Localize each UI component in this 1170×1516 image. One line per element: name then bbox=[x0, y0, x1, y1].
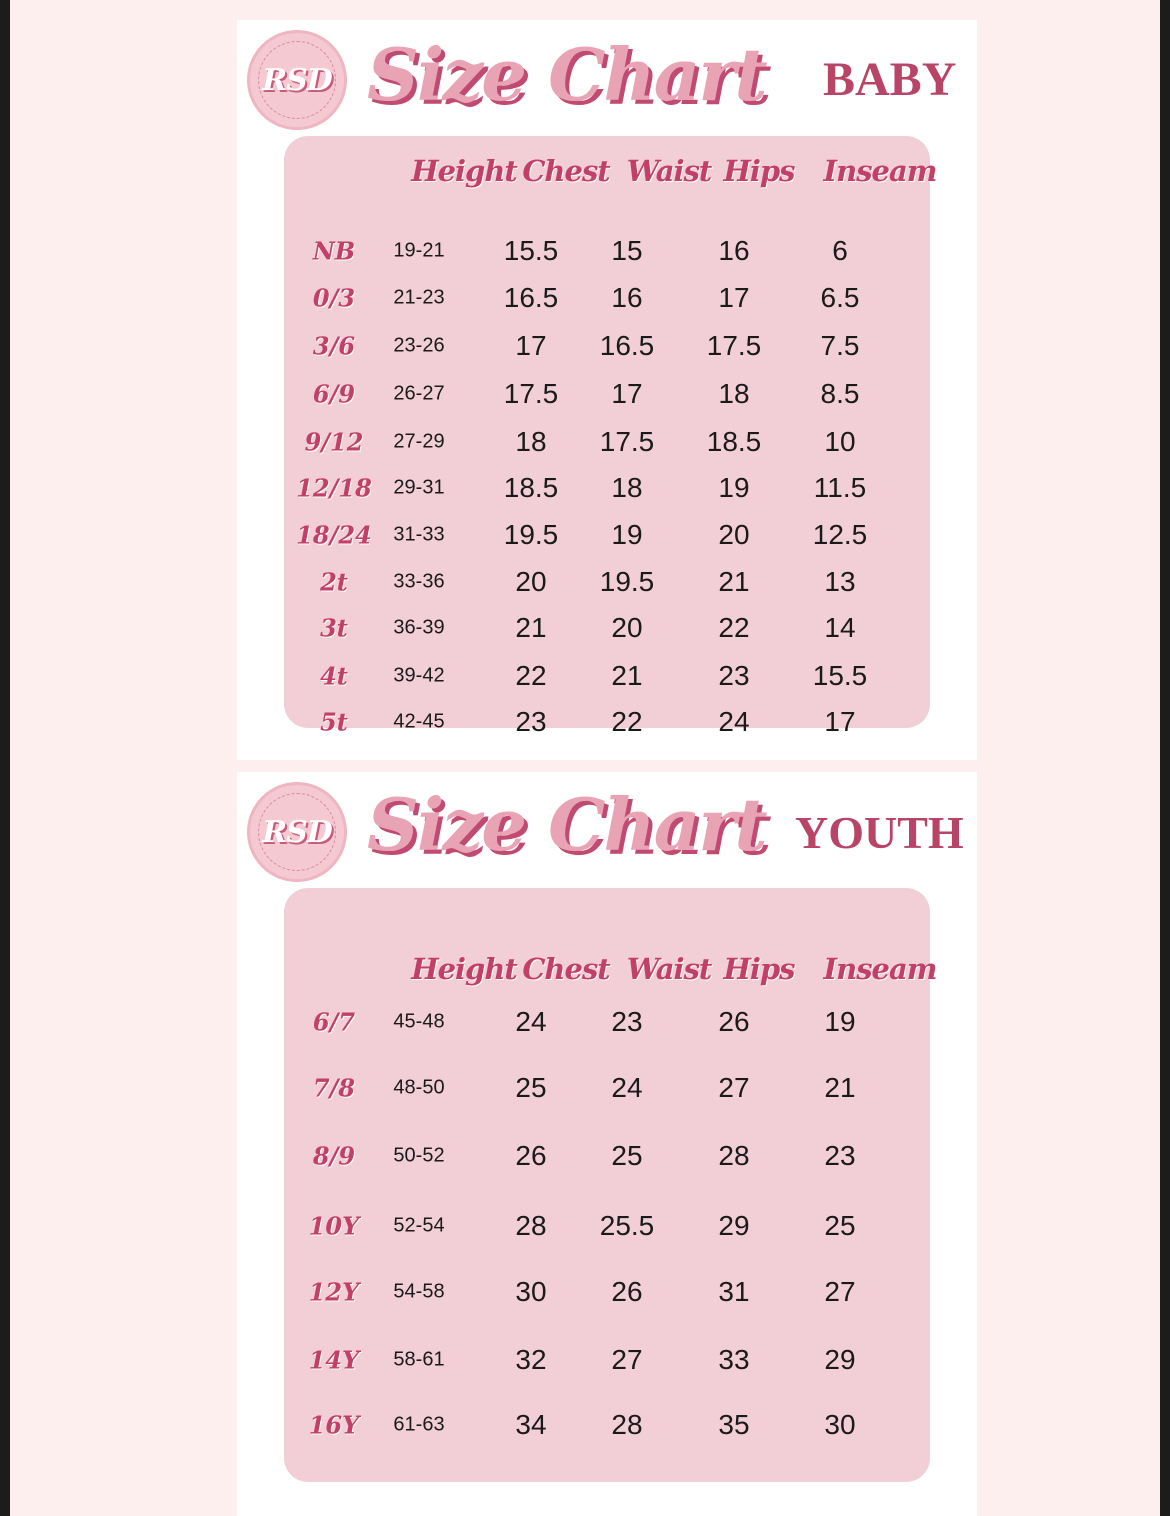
height-cell: 26-27 bbox=[393, 382, 445, 405]
waist-cell: 19.5 bbox=[599, 566, 655, 597]
hips-cell: 18 bbox=[718, 378, 750, 409]
size-label: 16Y bbox=[308, 1410, 360, 1440]
waist-cell: 25 bbox=[611, 1140, 643, 1171]
waist-cell: 15 bbox=[611, 235, 643, 266]
hips-cell: 22 bbox=[718, 612, 750, 643]
hips-cell: 33 bbox=[718, 1344, 750, 1375]
waist-cell: 22 bbox=[611, 706, 643, 737]
column-header-inseam: Inseam bbox=[823, 154, 937, 188]
size-label: 9/12 bbox=[304, 427, 364, 457]
chest-cell: 23 bbox=[515, 706, 547, 737]
column-header-waist: Waist bbox=[626, 154, 712, 188]
height-cell: 23-26 bbox=[393, 334, 445, 357]
waist-cell: 26 bbox=[611, 1276, 643, 1307]
waist-cell: 24 bbox=[611, 1072, 643, 1103]
waist-cell: 18 bbox=[611, 472, 643, 503]
chest-cell: 18.5 bbox=[503, 472, 559, 503]
hips-cell: 31 bbox=[718, 1276, 750, 1307]
chart-category-label: BABY bbox=[823, 53, 957, 106]
waist-cell: 16 bbox=[611, 282, 643, 313]
height-cell: 50-52 bbox=[393, 1144, 445, 1167]
size-label: 6/7 bbox=[312, 1007, 356, 1037]
inseam-cell: 10 bbox=[824, 426, 856, 457]
youth-size-chart bbox=[237, 772, 977, 1516]
hips-cell: 21 bbox=[718, 566, 750, 597]
size-table bbox=[284, 136, 937, 737]
waist-cell: 27 bbox=[611, 1344, 643, 1375]
inseam-cell: 15.5 bbox=[812, 660, 868, 691]
height-cell: 39-42 bbox=[393, 664, 445, 687]
inseam-cell: 17 bbox=[824, 706, 856, 737]
inseam-cell: 29 bbox=[824, 1344, 856, 1375]
size-label: 5t bbox=[320, 707, 348, 737]
size-label: 2t bbox=[320, 567, 348, 597]
inseam-cell: 19 bbox=[824, 1006, 856, 1037]
height-cell: 36-39 bbox=[393, 616, 445, 639]
page-background bbox=[10, 0, 1160, 1516]
logo-monogram: RSD bbox=[262, 62, 332, 98]
inseam-cell: 14 bbox=[824, 612, 856, 643]
hips-cell: 35 bbox=[718, 1409, 750, 1440]
waist-cell: 16.5 bbox=[599, 330, 655, 361]
chart-category-label: YOUTH bbox=[795, 807, 964, 858]
column-header-chest: Chest bbox=[522, 154, 610, 188]
inseam-cell: 12.5 bbox=[812, 519, 868, 550]
inseam-cell: 21 bbox=[824, 1072, 856, 1103]
chest-cell: 28 bbox=[515, 1210, 547, 1241]
size-label: 3t bbox=[320, 613, 348, 643]
height-cell: 19-21 bbox=[393, 239, 445, 262]
inseam-cell: 27 bbox=[824, 1276, 856, 1307]
column-header-chest: Chest bbox=[522, 952, 610, 986]
chest-cell: 34 bbox=[515, 1409, 547, 1440]
size-label: 18/24 bbox=[296, 520, 372, 550]
waist-cell: 23 bbox=[611, 1006, 643, 1037]
height-cell: 29-31 bbox=[393, 476, 445, 499]
column-header-inseam: Inseam bbox=[823, 952, 937, 986]
chest-cell: 24 bbox=[515, 1006, 547, 1037]
hips-cell: 27 bbox=[718, 1072, 750, 1103]
brand-logo bbox=[247, 782, 347, 882]
chest-cell: 25 bbox=[515, 1072, 547, 1103]
height-cell: 58-61 bbox=[393, 1348, 445, 1371]
size-label: 6/9 bbox=[312, 379, 356, 409]
chest-cell: 32 bbox=[515, 1344, 547, 1375]
waist-cell: 17.5 bbox=[599, 426, 655, 457]
size-label: 14Y bbox=[308, 1345, 360, 1375]
height-cell: 52-54 bbox=[393, 1214, 445, 1237]
height-cell: 31-33 bbox=[393, 523, 445, 546]
hips-cell: 17.5 bbox=[706, 330, 762, 361]
size-label: 10Y bbox=[308, 1211, 360, 1241]
hips-cell: 20 bbox=[718, 519, 750, 550]
height-cell: 45-48 bbox=[393, 1010, 445, 1033]
chart-title: Size Chart bbox=[367, 782, 766, 867]
size-label: 12Y bbox=[308, 1277, 360, 1307]
height-cell: 61-63 bbox=[393, 1413, 445, 1436]
hips-cell: 23 bbox=[718, 660, 750, 691]
chart-title: Size Chart bbox=[367, 32, 766, 117]
chest-cell: 19.5 bbox=[503, 519, 559, 550]
size-label: 12/18 bbox=[296, 473, 372, 503]
height-cell: 33-36 bbox=[393, 570, 445, 593]
inseam-cell: 23 bbox=[824, 1140, 856, 1171]
hips-cell: 24 bbox=[718, 706, 750, 737]
size-table bbox=[284, 888, 937, 1482]
chest-cell: 16.5 bbox=[503, 282, 559, 313]
hips-cell: 17 bbox=[718, 282, 750, 313]
height-cell: 48-50 bbox=[393, 1076, 445, 1099]
inseam-cell: 30 bbox=[824, 1409, 856, 1440]
logo-monogram: RSD bbox=[262, 814, 332, 850]
hips-cell: 19 bbox=[718, 472, 750, 503]
inseam-cell: 7.5 bbox=[820, 330, 860, 361]
chest-cell: 17 bbox=[515, 330, 547, 361]
inseam-cell: 13 bbox=[824, 566, 856, 597]
size-label: 7/8 bbox=[312, 1073, 356, 1103]
size-label: NB bbox=[312, 236, 356, 266]
waist-cell: 17 bbox=[611, 378, 643, 409]
chest-cell: 30 bbox=[515, 1276, 547, 1307]
hips-cell: 16 bbox=[718, 235, 750, 266]
size-label: 3/6 bbox=[312, 331, 356, 361]
waist-cell: 25.5 bbox=[599, 1210, 655, 1241]
height-cell: 54-58 bbox=[393, 1280, 445, 1303]
chest-cell: 21 bbox=[515, 612, 547, 643]
hips-cell: 29 bbox=[718, 1210, 750, 1241]
chest-cell: 18 bbox=[515, 426, 547, 457]
inseam-cell: 6.5 bbox=[820, 282, 860, 313]
size-label: 0/3 bbox=[312, 283, 356, 313]
inseam-cell: 25 bbox=[824, 1210, 856, 1241]
column-header-height: Height bbox=[411, 952, 517, 986]
inseam-cell: 6 bbox=[832, 235, 848, 266]
chest-cell: 20 bbox=[515, 566, 547, 597]
hips-cell: 18.5 bbox=[706, 426, 762, 457]
waist-cell: 20 bbox=[611, 612, 643, 643]
baby-size-chart bbox=[237, 20, 977, 760]
column-header-waist: Waist bbox=[626, 952, 712, 986]
inseam-cell: 11.5 bbox=[813, 472, 867, 503]
height-cell: 27-29 bbox=[393, 430, 445, 453]
brand-logo bbox=[247, 30, 347, 130]
size-label: 4t bbox=[320, 661, 348, 691]
waist-cell: 28 bbox=[611, 1409, 643, 1440]
column-header-height: Height bbox=[411, 154, 517, 188]
chest-cell: 15.5 bbox=[503, 235, 559, 266]
waist-cell: 19 bbox=[611, 519, 643, 550]
chest-cell: 17.5 bbox=[503, 378, 559, 409]
column-header-hips: Hips bbox=[723, 154, 795, 188]
height-cell: 21-23 bbox=[393, 286, 445, 309]
height-cell: 42-45 bbox=[393, 710, 445, 733]
waist-cell: 21 bbox=[611, 660, 643, 691]
chest-cell: 22 bbox=[515, 660, 547, 691]
chest-cell: 26 bbox=[515, 1140, 547, 1171]
column-header-hips: Hips bbox=[723, 952, 795, 986]
size-label: 8/9 bbox=[312, 1141, 356, 1171]
hips-cell: 28 bbox=[718, 1140, 750, 1171]
inseam-cell: 8.5 bbox=[820, 378, 860, 409]
hips-cell: 26 bbox=[718, 1006, 750, 1037]
